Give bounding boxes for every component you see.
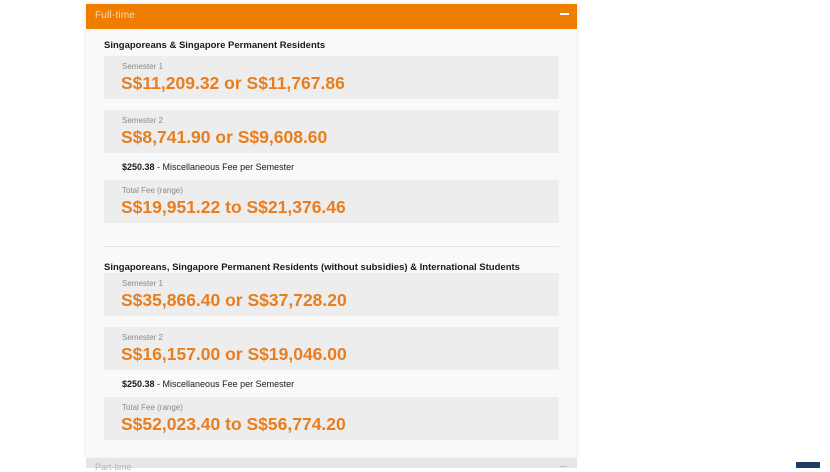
misc-fee-note-international: [122, 379, 294, 389]
collapse-minus-icon[interactable]: [560, 13, 569, 15]
misc-fee-amount: $250.38: [122, 379, 155, 389]
group-title-local: Singaporeans & Singapore Permanent Residents: [104, 40, 326, 51]
misc-fee-text: - Miscellaneous Fee per Semester: [154, 379, 295, 389]
semester2-label: Semester 2: [122, 116, 163, 125]
fulltime-accordion-panel: [86, 4, 577, 457]
misc-fee-note-local: [122, 162, 294, 172]
fulltime-accordion-header[interactable]: [86, 4, 577, 29]
total-fee-label: Total Fee (range): [122, 403, 183, 412]
semester1-value: S$11,209.32 or S$11,767.86: [121, 73, 345, 93]
total-fee-value: S$52,023.40 to S$56,774.20: [121, 414, 346, 434]
semester1-label: Semester 1: [122, 62, 163, 71]
semester1-value: S$35,866.40 or S$37,728.20: [121, 290, 347, 310]
group-divider: [104, 246, 559, 247]
semester1-label: Semester 1: [122, 279, 163, 288]
total-fee-box-local: [104, 180, 559, 223]
parttime-accordion-header[interactable]: [86, 458, 577, 472]
fulltime-accordion-body: [86, 29, 577, 457]
parttime-accordion-title: Part-time: [95, 462, 132, 472]
total-fee-value: S$19,951.22 to S$21,376.46: [121, 197, 346, 217]
fulltime-accordion-title: Full-time: [95, 10, 136, 21]
total-fee-box-international: [104, 397, 559, 440]
expand-minus-icon[interactable]: [560, 466, 567, 467]
semester2-fee-box-international: [104, 327, 559, 370]
semester1-fee-box-international: [104, 273, 559, 316]
misc-fee-text: - Miscellaneous Fee per Semester: [154, 162, 295, 172]
semester2-value: S$16,157.00 or S$19,046.00: [121, 344, 347, 364]
semester1-fee-box-local: [104, 56, 559, 99]
semester2-fee-box-local: [104, 110, 559, 153]
total-fee-label: Total Fee (range): [122, 186, 183, 195]
group-title-international: Singaporeans, Singapore Permanent Residents (without subsidies) & International Students: [104, 262, 520, 273]
corner-widget[interactable]: [796, 462, 820, 468]
semester2-value: S$8,741.90 or S$9,608.60: [121, 127, 328, 147]
misc-fee-amount: $250.38: [122, 162, 155, 172]
semester2-label: Semester 2: [122, 333, 163, 342]
